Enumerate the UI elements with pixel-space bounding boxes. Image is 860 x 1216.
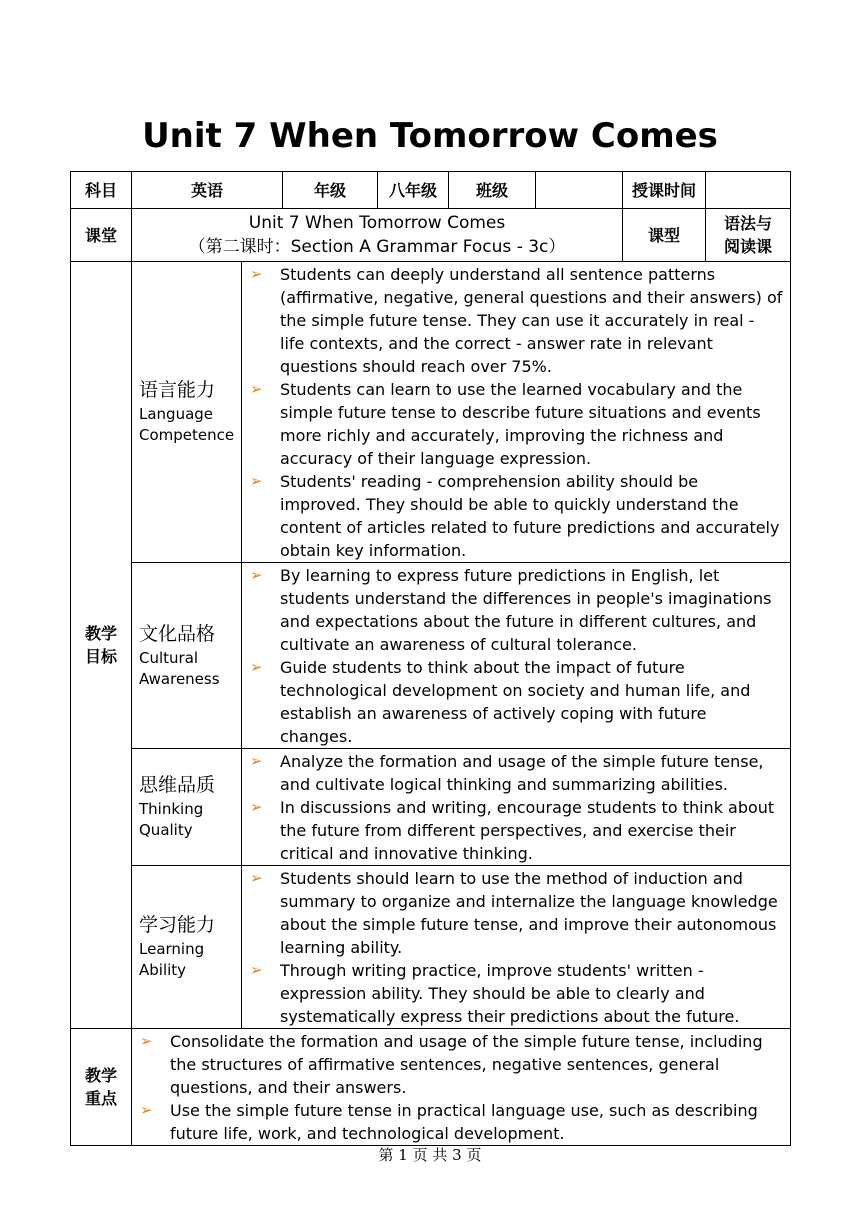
lesson-plan-table — [70, 171, 791, 1146]
lesson-type-line1: 语法与 — [724, 214, 773, 233]
orange-arrow-bullet-icon: ➢ — [250, 265, 263, 283]
section-en-1: Cultural — [139, 648, 199, 667]
lesson-type-value — [706, 209, 791, 262]
lesson-type-line2: 阅读课 — [724, 237, 773, 256]
section-en-1: Language — [139, 405, 214, 423]
section-zh: 文化品格 — [139, 622, 216, 645]
list-item: ➢ In discussions and writing, encourage students to think about the future from different perspectives, and exercise their critical and innovative thinking. — [250, 798, 775, 863]
key-points-content — [132, 1029, 791, 1146]
list-item: ➢ Students' reading - comprehension ability should be improved. They should be able to quickly understand the content of articles related to future predictions and accurately obtain key information. — [250, 472, 780, 560]
orange-arrow-bullet-icon: ➢ — [250, 961, 263, 979]
key-points-label-line1: 教学 — [84, 1066, 117, 1085]
class-value — [536, 172, 623, 209]
key-points-row — [71, 1029, 791, 1146]
bullet-list — [249, 867, 783, 1028]
list-item: ➢ Students can deeply understand all sentence patterns (affirmative, negative, general questions and their answers) of the simple future tense. They can use it accurately in real - life contexts, and the correct - answer rate in relevant questions should reach over 75%. — [250, 265, 783, 376]
bullet-list — [139, 1030, 783, 1145]
section-en-1: Thinking — [139, 800, 204, 818]
bullet-list — [249, 564, 783, 748]
objective-row-cultural — [71, 563, 791, 749]
orange-arrow-bullet-icon: ➢ — [250, 798, 263, 816]
bullet-list — [249, 263, 783, 562]
section-label-thinking — [132, 749, 242, 866]
objectives-label-line1: 教学 — [84, 624, 117, 643]
lesson-row — [71, 209, 791, 262]
list-item: ➢ Students should learn to use the method of induction and summary to organize and internalize the language knowledge about the simple future tense, and improve their autonomous learning ability. — [250, 869, 778, 957]
time-value — [706, 172, 791, 209]
lesson-label: 课堂 — [71, 209, 132, 262]
page-number: 第 1 页 共 3 页 — [378, 1146, 482, 1164]
orange-arrow-bullet-icon: ➢ — [250, 869, 263, 887]
time-label: 授课时间 — [623, 172, 706, 209]
section-en-2: Ability — [139, 961, 187, 979]
lesson-type-label: 课型 — [623, 209, 706, 262]
subject-label: 科目 — [71, 172, 132, 209]
list-item: ➢ By learning to express future predictions in English, let students understand the differences in people's imaginations and expectations about the future in different cultures, and cultivate an awareness of cultural tolerance. — [250, 566, 772, 654]
objective-row-language — [71, 262, 791, 563]
orange-arrow-bullet-icon: ➢ — [250, 380, 263, 398]
list-item: ➢ Analyze the formation and usage of the simple future tense, and cultivate logical thinking and summarizing abilities. — [250, 752, 764, 794]
key-points-label — [71, 1029, 132, 1146]
section-en-2: Quality — [139, 821, 193, 839]
section-label-learning — [132, 866, 242, 1029]
orange-arrow-bullet-icon: ➢ — [250, 566, 263, 584]
list-item: ➢ Guide students to think about the impact of future technological development on society and human life, and establish an awareness of actively coping with future changes. — [250, 658, 751, 746]
document-title: Unit 7 When Tomorrow Comes — [142, 116, 718, 156]
objectives-label — [71, 262, 132, 1029]
list-item: ➢ Through writing practice, improve students' written - expression ability. They should be able to clearly and systematically express their predictions about the future. — [250, 961, 740, 1026]
subject-value: 英语 — [132, 172, 283, 209]
section-en-2: Awareness — [139, 669, 220, 688]
section-label-language — [132, 262, 242, 563]
grade-value: 八年级 — [378, 172, 449, 209]
list-item: ➢ Use the simple future tense in practical language use, such as describing future life, work, and technological development. — [140, 1101, 758, 1143]
objectives-label-line2: 目标 — [84, 647, 117, 666]
orange-arrow-bullet-icon: ➢ — [250, 658, 263, 676]
orange-arrow-bullet-icon: ➢ — [250, 752, 263, 770]
grade-label: 年级 — [283, 172, 378, 209]
section-content-language — [242, 262, 791, 563]
objective-row-learning — [71, 866, 791, 1029]
orange-arrow-bullet-icon: ➢ — [140, 1032, 153, 1050]
objective-row-thinking — [71, 749, 791, 866]
section-zh: 学习能力 — [139, 914, 216, 936]
bullet-list — [249, 750, 783, 865]
section-content-thinking — [242, 749, 791, 866]
orange-arrow-bullet-icon: ➢ — [250, 472, 263, 490]
section-zh: 语言能力 — [139, 379, 216, 401]
key-points-label-line2: 重点 — [84, 1089, 117, 1108]
section-en-2: Competence — [139, 426, 235, 444]
section-en-1: Learning — [139, 940, 205, 958]
lesson-subtitle: （第二课时：Section A Grammar Focus - 3c） — [188, 237, 566, 257]
list-item: ➢ Consolidate the formation and usage of the simple future tense, including the structures of affirmative sentences, negative sentences, general questions, and their answers. — [140, 1032, 763, 1097]
header-row — [71, 172, 791, 209]
section-label-cultural — [132, 563, 242, 749]
lesson-title-cell — [132, 209, 623, 262]
orange-arrow-bullet-icon: ➢ — [140, 1101, 153, 1119]
section-zh: 思维品质 — [139, 774, 216, 796]
section-content-learning — [242, 866, 791, 1029]
class-label: 班级 — [449, 172, 536, 209]
section-content-cultural — [242, 563, 791, 749]
list-item: ➢ Students can learn to use the learned vocabulary and the simple future tense to describe future situations and events more richly and accurately, improving the richness and accuracy of their language expression. — [250, 380, 761, 468]
lesson-title: Unit 7 When Tomorrow Comes — [248, 213, 506, 233]
